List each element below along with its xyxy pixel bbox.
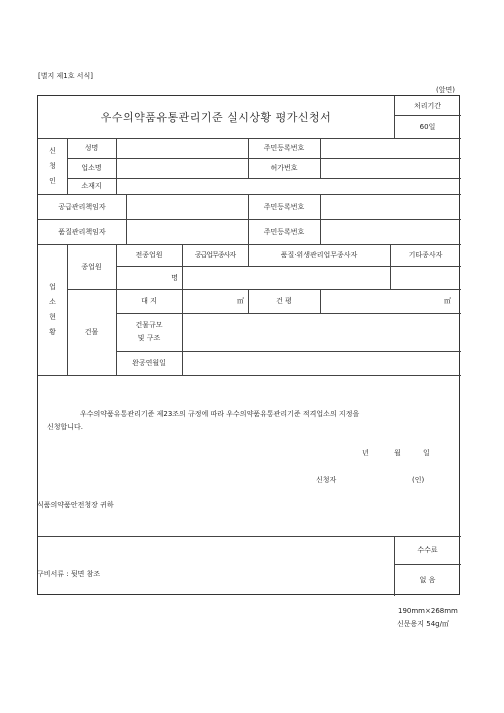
fee-value: 없 음 [419, 576, 436, 584]
application-form [37, 95, 460, 595]
attachments-label: 구비서류 : 뒷면 참조 [37, 570, 101, 578]
staff-count-field[interactable] [182, 266, 390, 289]
land-unit-label: ㎡ [237, 297, 244, 305]
completion-date-field[interactable] [182, 351, 461, 375]
building-scale-line1: 건물규모 [135, 321, 163, 329]
supply-staff-label: 공급업무종사자 [194, 251, 236, 259]
paper-type-label: 신문용지 54g/㎡ [397, 620, 449, 628]
address-field[interactable] [116, 178, 461, 194]
application-statement: 우수의약품유통관리기준 제23조의 규정에 따라 우수의약품유통관리기준 적격업소의 지정을 [80, 410, 360, 418]
license-no-field[interactable] [320, 158, 461, 178]
name-label: 성명 [84, 144, 99, 152]
supply-manager-label: 공급관리책임자 [58, 202, 106, 211]
quality-manager-resident-field[interactable] [320, 219, 461, 244]
application-statement-line2: 신청합니다. [47, 423, 84, 431]
processing-period-value: 60일 [419, 122, 436, 131]
page-side-label: (앞면) [436, 86, 455, 94]
applicant-section-label: 신청인 [49, 146, 56, 185]
land-label: 대 지 [141, 297, 157, 305]
fee-label: 수수료 [417, 546, 438, 554]
business-name-field[interactable] [116, 158, 248, 178]
supply-manager-resident-label: 주민등록번호 [263, 202, 305, 211]
processing-period-label: 처리기간 [413, 101, 442, 110]
form-title: 우수의약품유통관리기준 실시상황 평가신청서 [100, 111, 332, 124]
quality-staff-label: 품질·위생관리업무종사자 [280, 251, 358, 259]
employees-label: 종업원 [81, 262, 102, 271]
supply-manager-resident-field[interactable] [320, 194, 461, 219]
resident-no-field[interactable] [320, 138, 461, 158]
building-scale-line2: 및 구조 [137, 334, 161, 342]
date-month-label: 월 [394, 449, 401, 457]
date-year-label: 년 [362, 449, 369, 457]
floor-area-label: 건 평 [276, 297, 292, 305]
name-field[interactable] [116, 138, 248, 158]
quality-manager-resident-label: 주민등록번호 [263, 227, 305, 236]
resident-no-label: 주민등록번호 [263, 144, 305, 152]
applicant-sign-label: 신청자 [316, 476, 337, 484]
total-employees-label: 전종업원 [135, 251, 163, 259]
license-no-label: 허가번호 [270, 164, 298, 172]
form-number-label: [별지 제1호 서식] [38, 72, 93, 80]
recipient-label: 식품의약품안전청장 귀하 [37, 501, 114, 509]
seal-label: (인) [412, 476, 425, 484]
address-label: 소재지 [81, 182, 102, 190]
floor-unit-label: ㎡ [444, 297, 451, 305]
business-name-label: 업소명 [81, 164, 102, 172]
quality-manager-field[interactable] [126, 219, 248, 244]
building-label: 건물 [84, 328, 99, 336]
paper-size-label: 190mm×268mm [398, 607, 458, 615]
building-scale-field[interactable] [182, 313, 461, 351]
quality-manager-label: 품질관리책임자 [58, 227, 106, 236]
completion-date-label: 완공연월일 [132, 359, 166, 367]
building-scale-label [116, 313, 182, 351]
person-unit-label: 명 [171, 273, 178, 282]
other-staff-label: 기타종사자 [408, 251, 443, 259]
date-day-label: 일 [423, 449, 430, 457]
business-status-section-label: 업소현황 [49, 282, 56, 336]
other-staff-count-field[interactable] [390, 266, 461, 289]
supply-manager-field[interactable] [126, 194, 248, 219]
